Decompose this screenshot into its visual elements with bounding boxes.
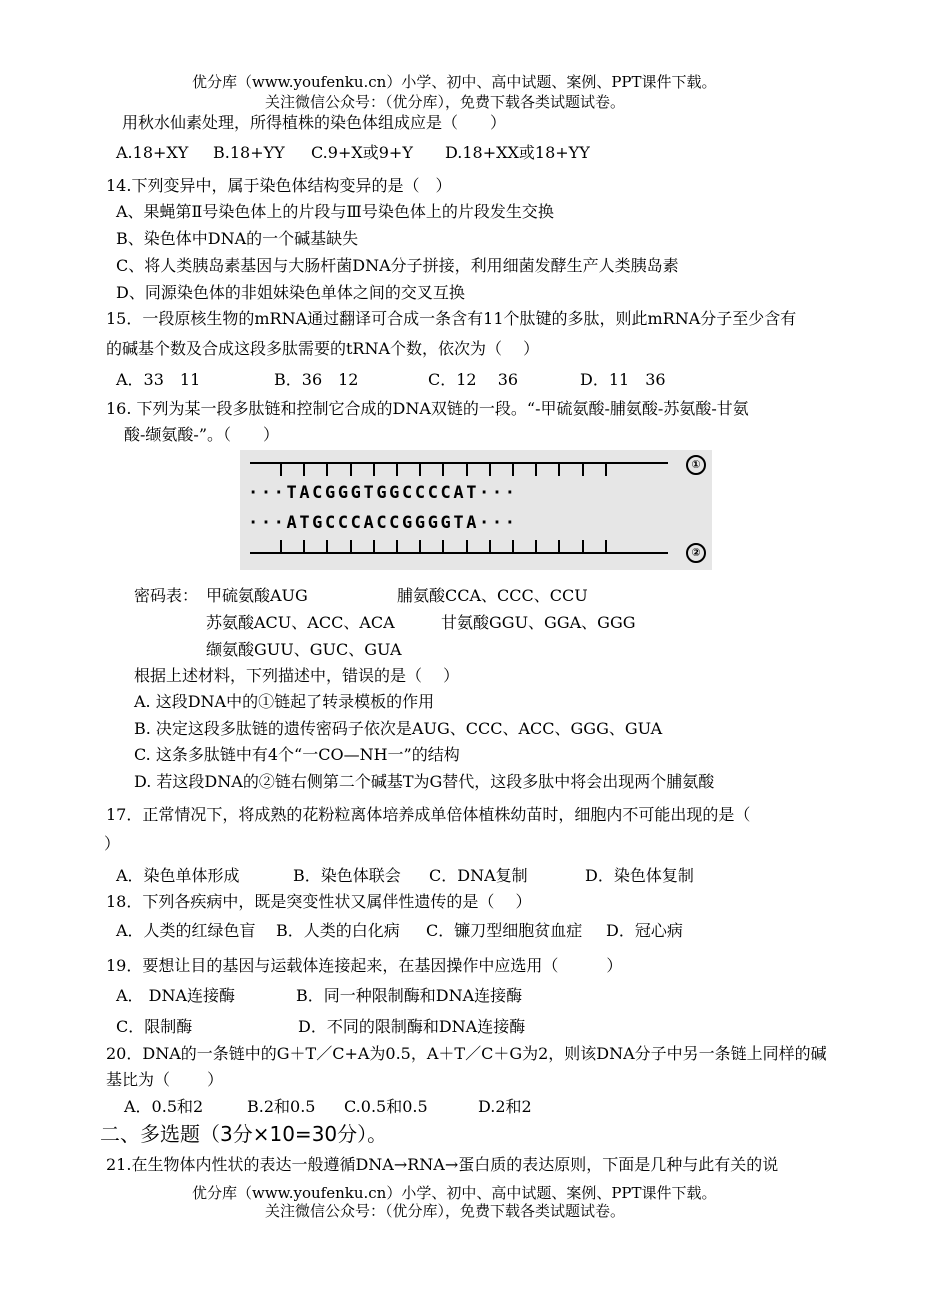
q18-option-c: C．镰刀型细胞贫血症 bbox=[426, 921, 583, 940]
q19-option-b: B．同一种限制酶和DNA连接酶 bbox=[296, 986, 523, 1005]
base-tick bbox=[396, 464, 398, 476]
base-tick bbox=[558, 540, 560, 552]
q17-option-c: C．DNA复制 bbox=[429, 866, 528, 885]
q16-option-d: D. 若这段DNA的②链右侧第二个碱基T为G替代，这段多肽中将会出现两个脯氨酸 bbox=[134, 772, 715, 791]
q18-option-b: B．人类的白化病 bbox=[276, 921, 400, 940]
base-tick bbox=[582, 464, 584, 476]
q14-option-a: A、果蝇第Ⅱ号染色体上的片段与Ⅲ号染色体上的片段发生交换 bbox=[116, 202, 554, 221]
q15-option-a: A．33 11 bbox=[116, 370, 201, 389]
q21-stem: 21.在生物体内性状的表达一般遵循DNA→RNA→蛋白质的表达原则，下面是几种与此有关的说 bbox=[106, 1155, 779, 1174]
q16-option-c: C. 这条多肽链中有4个“一CO—NH一”的结构 bbox=[134, 745, 460, 764]
base-tick bbox=[303, 540, 305, 552]
codon-pro: 脯氨酸CCA、CCC、CCU bbox=[397, 586, 588, 605]
q13-option-a: A.18+XY bbox=[116, 143, 189, 162]
base-tick bbox=[535, 464, 537, 476]
codon-thr: 苏氨酸ACU、ACC、ACA bbox=[206, 613, 395, 632]
q20-option-b: B.2和0.5 bbox=[247, 1097, 316, 1116]
base-tick bbox=[280, 540, 282, 552]
q15-option-b: B．36 12 bbox=[274, 370, 359, 389]
base-tick bbox=[442, 540, 444, 552]
q14-option-b: B、染色体中DNA的一个碱基缺失 bbox=[116, 229, 359, 248]
base-tick bbox=[442, 464, 444, 476]
base-tick bbox=[535, 540, 537, 552]
strand-2-line bbox=[250, 552, 668, 554]
q16-option-a: A. 这段DNA中的①链起了转录模板的作用 bbox=[134, 692, 435, 711]
q17-option-a: A．染色单体形成 bbox=[116, 866, 240, 885]
dna-figure bbox=[240, 450, 712, 570]
q13-option-b: B.18+YY bbox=[213, 143, 285, 162]
q13-option-d: D.18+XX或18+YY bbox=[445, 143, 590, 162]
q15-stem-line1: 15．一段原核生物的mRNA通过翻译可合成一条含有11个肽键的多肽，则此mRNA分子至少含有 bbox=[106, 309, 797, 328]
q18-stem: 18．下列各疾病中，既是突变性状又属伴性遗传的是（ ） bbox=[106, 892, 532, 911]
base-tick bbox=[396, 540, 398, 552]
q19-option-c: C．限制酶 bbox=[116, 1017, 193, 1036]
section-2-title: 二、多选题（3分×10=30分）。 bbox=[100, 1122, 388, 1146]
q18-option-d: D．冠心病 bbox=[606, 921, 683, 940]
base-tick bbox=[512, 464, 514, 476]
header-line-1: 优分库（www.youfenku.cn）小学、初中、高中试题、案例、PPT课件下载。 bbox=[192, 73, 717, 91]
q13-continuation: 用秋水仙素处理，所得植株的染色体组成应是（ ） bbox=[122, 113, 507, 132]
dna-strand-2-sequence: ···ATGCCCACCGGGGTA··· bbox=[248, 513, 518, 533]
codon-met: 甲硫氨酸AUG bbox=[206, 586, 308, 605]
q19-option-a: A． DNA连接酶 bbox=[116, 986, 236, 1005]
q19-option-d: D．不同的限制酶和DNA连接酶 bbox=[298, 1017, 526, 1036]
q20-option-c: C.0.5和0.5 bbox=[344, 1097, 428, 1116]
q17-option-d: D．染色体复制 bbox=[585, 866, 694, 885]
q13-option-c: C.9+X或9+Y bbox=[311, 143, 413, 162]
footer-line-1: 优分库（www.youfenku.cn）小学、初中、高中试题、案例、PPT课件下载。 bbox=[192, 1184, 717, 1202]
q17-options bbox=[116, 866, 694, 886]
q20-stem-line2: 基比为（ ） bbox=[106, 1070, 224, 1089]
q16-stem-line2: 酸-缬氨酸-”。（ ） bbox=[124, 425, 279, 444]
base-tick bbox=[303, 464, 305, 476]
base-tick bbox=[605, 540, 607, 552]
base-tick bbox=[558, 464, 560, 476]
base-tick bbox=[466, 464, 468, 476]
codon-val: 缬氨酸GUU、GUC、GUA bbox=[206, 640, 402, 659]
q17-stem-line2: ） bbox=[104, 834, 121, 853]
q15-stem-line2: 的碱基个数及合成这段多肽需要的tRNA个数，依次为（ ） bbox=[106, 339, 540, 358]
base-tick bbox=[466, 540, 468, 552]
base-tick bbox=[350, 540, 352, 552]
q20-option-d: D.2和2 bbox=[478, 1097, 532, 1116]
base-tick bbox=[582, 540, 584, 552]
codon-table-title: 密码表： bbox=[134, 586, 199, 605]
q14-stem: 14.下列变异中，属于染色体结构变异的是（ ） bbox=[106, 176, 452, 195]
q15-option-c: C．12 36 bbox=[428, 370, 519, 389]
dna-strand-1-sequence: ···TACGGGTGGCCCCAT··· bbox=[248, 483, 518, 503]
base-tick bbox=[350, 464, 352, 476]
codon-gly: 甘氨酸GGU、GGA、GGG bbox=[441, 613, 636, 632]
q17-stem-line1: 17．正常情况下，将成熟的花粉粒离体培养成单倍体植株幼苗时，细胞内不可能出现的是（ bbox=[106, 805, 751, 824]
q20-options bbox=[124, 1097, 532, 1117]
base-tick bbox=[373, 464, 375, 476]
base-tick bbox=[326, 464, 328, 476]
q18-option-a: A．人类的红绿色盲 bbox=[116, 921, 256, 940]
base-tick bbox=[419, 464, 421, 476]
q14-option-c: C、将人类胰岛素基因与大肠杆菌DNA分子拼接，利用细菌发酵生产人类胰岛素 bbox=[116, 256, 679, 275]
base-tick bbox=[419, 540, 421, 552]
q20-stem-line1: 20．DNA的一条链中的G＋T／C+A为0.5，A＋T／C＋G为2，则该DNA分子中另一条链上同样的碱 bbox=[106, 1044, 827, 1063]
footer-line-2: 关注微信公众号：（优分库），免费下载各类试题试卷。 bbox=[265, 1202, 626, 1220]
q16-option-b: B. 决定这段多肽链的遗传密码子依次是AUG、CCC、ACC、GGG、GUA bbox=[134, 719, 663, 738]
q15-options bbox=[116, 370, 666, 390]
q15-option-d: D．11 36 bbox=[580, 370, 666, 389]
strand-2-label: ② bbox=[686, 543, 706, 563]
q16-stem-line1: 16. 下列为某一段多肽链和控制它合成的DNA双链的一段。“-甲硫氨酸-脯氨酸-苏氨酸-甘氨 bbox=[106, 399, 749, 418]
base-tick bbox=[373, 540, 375, 552]
strand-1-label: ① bbox=[686, 455, 706, 475]
q19-stem: 19．要想让目的基因与运载体连接起来，在基因操作中应选用（ ） bbox=[106, 956, 623, 975]
base-tick bbox=[512, 540, 514, 552]
header-line-2: 关注微信公众号：（优分库），免费下载各类试题试卷。 bbox=[265, 93, 626, 111]
q13-options bbox=[116, 143, 590, 163]
q17-option-b: B．染色体联会 bbox=[293, 866, 401, 885]
q14-option-d: D、同源染色体的非姐妹染色单体之间的交叉互换 bbox=[116, 283, 465, 302]
base-tick bbox=[326, 540, 328, 552]
base-tick bbox=[489, 464, 491, 476]
base-tick bbox=[280, 464, 282, 476]
base-tick bbox=[605, 464, 607, 476]
q16-question: 根据上述材料，下列描述中，错误的是（ ） bbox=[134, 666, 460, 685]
q18-options bbox=[116, 921, 683, 941]
q20-option-a: A．0.5和2 bbox=[124, 1097, 204, 1116]
base-tick bbox=[489, 540, 491, 552]
